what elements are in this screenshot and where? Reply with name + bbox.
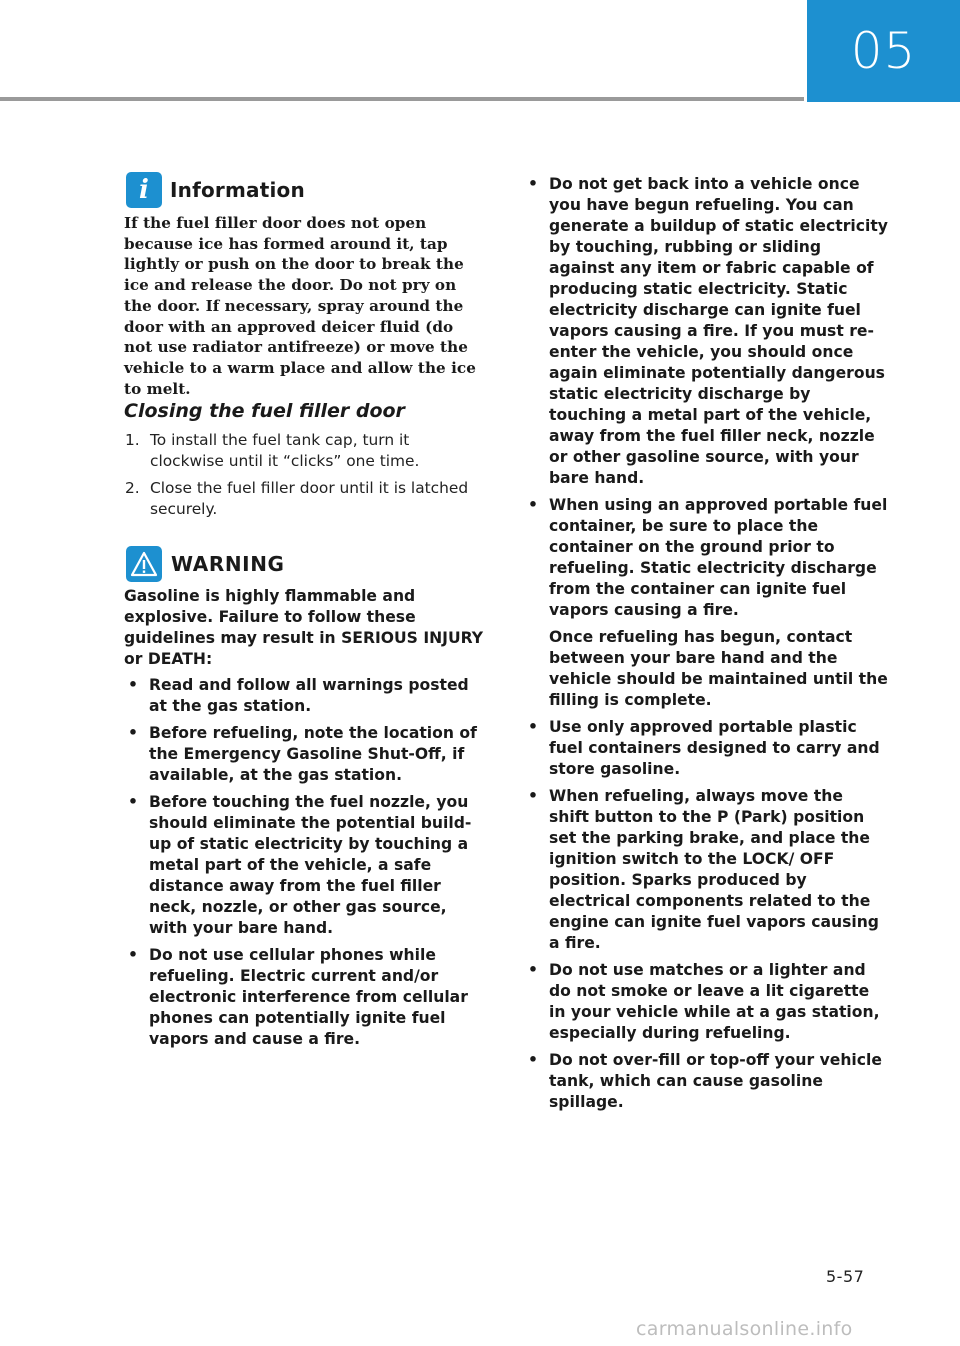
bullet: • [128,946,138,964]
steps-list [124,430,484,526]
warning-item [524,960,888,1044]
bullet: • [528,496,538,514]
header-rule [0,97,804,101]
information-title: Information [170,178,305,202]
information-heading [126,172,305,208]
warning-item [124,675,484,717]
bullet: • [528,961,538,979]
warning-item-text: When using an approved portable fuel container, be sure to place the container on the ground prior to refueling. Static electricity discharge from the container can ignite fuel vapors causing a fire. [549,496,888,619]
bullet: • [128,676,138,694]
warning-item [524,717,888,780]
information-body: If the fuel filler door does not open because ice has formed around it, tap lightly or push on the door to break the ice and release the door. Do not pry on the door. If necessary, spray around the door with an approved deicer fluid (do not use radiator antifreeze) or move the vehicle to a warm place and allow the ice to melt. [124,214,476,398]
section-title: Closing the fuel filler door [124,400,405,422]
warning-item [124,723,484,786]
page-number: 5-57 [826,1267,865,1286]
bullet: • [128,724,138,742]
warning-item-text: Do not use matches or a lighter and do not smoke or leave a lit cigarette in your vehicle while at a gas station, especially during refueling. [549,961,880,1042]
step-text: Close the fuel filler door until it is latched securely. [150,479,469,518]
step-item [124,478,484,520]
info-icon: i [126,172,162,208]
warning-item-text: Before touching the fuel nozzle, you should eliminate the potential build-up of static electricity by touching a metal part of the vehicle, a safe distance away from the fuel filler neck, nozzle, or other gas source, with your bare hand. [149,793,472,937]
bullet: • [528,1051,538,1069]
warning-triangle-icon [126,546,162,582]
warning-item-text: Use only approved portable plastic fuel containers designed to carry and store gasoline. [549,718,880,778]
step-number: 1. [125,431,140,449]
step-item [124,430,484,472]
warning-item [524,1050,888,1113]
warning-item-text: Before refueling, note the location of the Emergency Gasoline Shut-Off, if available, at the gas station. [149,724,477,784]
warning-item [124,945,484,1050]
warning-item-continuation: Once refueling has begun, contact between your bare hand and the vehicle should be maintained until the filling is complete. [549,628,888,709]
warning-item [124,792,484,939]
step-number: 2. [125,479,140,497]
warning-item-text: Do not over-fill or top-off your vehicle tank, which can cause gasoline spillage. [549,1051,882,1111]
warning-body-right [524,174,888,1119]
watermark: carmanualsonline.info [636,1318,853,1340]
warning-item [524,786,888,954]
bullet: • [528,175,538,193]
warning-item-text: Do not get back into a vehicle once you have begun refueling. You can generate a buildup of static electricity by touching, rubbing or sliding against any item or fabric capable of producing static electricity. Static electricity discharge can ignite fuel vapors causing a fire. If you must re-enter the vehicle, you should once again eliminate potentially dangerous static electricity discharge by touching a metal part of the vehicle, away from the fuel filler neck, nozzle or other gasoline source, with your bare hand. [549,175,888,487]
bullet: • [128,793,138,811]
bullet: • [528,787,538,805]
warning-body-left [124,586,484,1056]
warning-intro: Gasoline is highly flammable and explosive. Failure to follow these guidelines may result in SERIOUS INJURY or DEATH: [124,587,484,668]
warning-heading [126,546,285,582]
warning-item [524,495,888,711]
chapter-number: 05 [850,22,917,80]
warning-item-text: Do not use cellular phones while refueling. Electric current and/or electronic interference from cellular phones can potentially ignite fuel vapors and cause a fire. [149,946,468,1048]
warning-item [524,174,888,489]
warning-item-text: When refueling, always move the shift button to the P (Park) position set the parking brake, and place the ignition switch to the LOCK/ OFF position. Sparks produced by electrical components related to the engine can ignite fuel vapors causing a fire. [549,787,879,952]
warning-title: WARNING [171,552,285,576]
chapter-tab [807,0,960,102]
warning-list-right [524,174,888,1113]
warning-list-left [124,675,484,1050]
bullet: • [528,718,538,736]
step-text: To install the fuel tank cap, turn it clockwise until it “clicks” one time. [150,431,420,470]
warning-item-text: Read and follow all warnings posted at the gas station. [149,676,469,715]
